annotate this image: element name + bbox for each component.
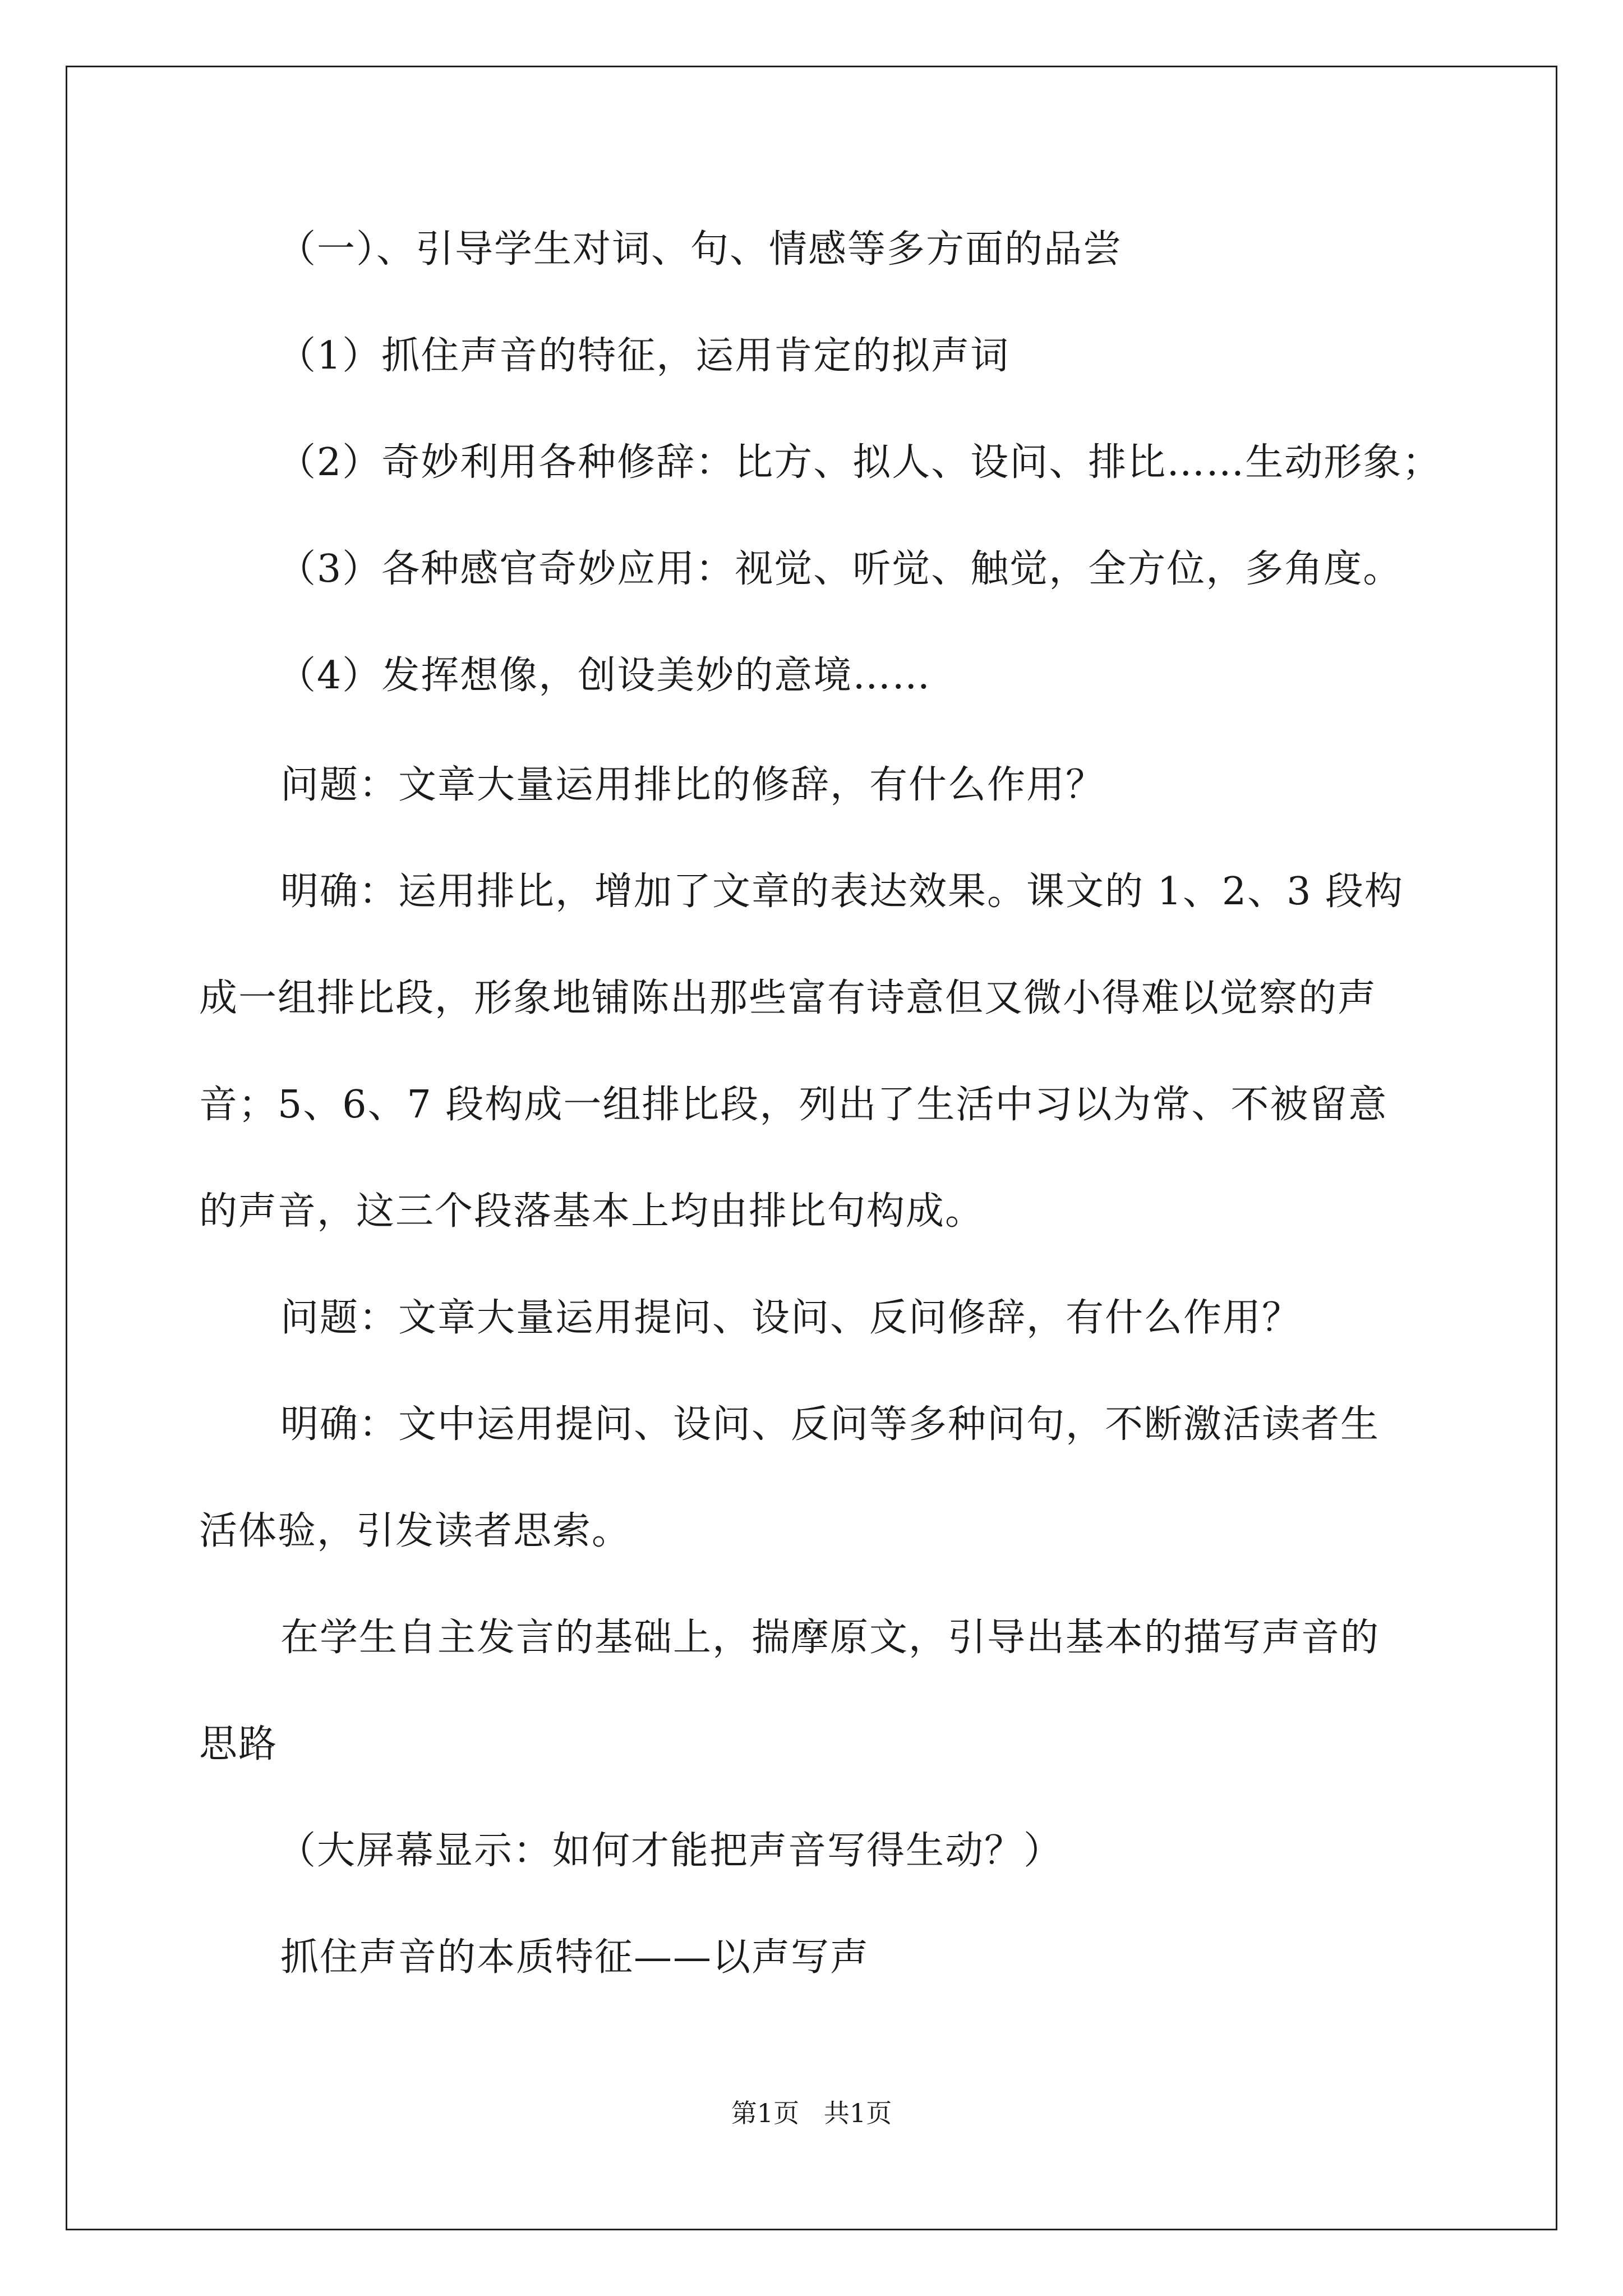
answer-line: 明确：文中运用提问、设问、反问等多种问句，不断激活读者生	[280, 1402, 1380, 1447]
paragraph-line: （大屏幕显示：如何才能把声音写得生动？）	[278, 1829, 1063, 1873]
list-item: （2）奇妙利用各种修辞：比方、拟人、设问、排比……生动形象；	[278, 440, 1442, 485]
list-item: （1）抓住声音的特征，运用肯定的拟声词	[278, 334, 1010, 378]
answer-line: 明确：运用排比，增加了文章的表达效果。课文的 1、2、3 段构	[280, 869, 1404, 914]
list-item: （3）各种感官奇妙应用：视觉、听觉、触觉，全方位，多角度。	[278, 547, 1403, 591]
list-item: （4）发挥想像，创设美妙的意境……	[278, 654, 932, 698]
question-line: 问题：文章大量运用提问、设问、反问修辞，有什么作用？	[280, 1296, 1302, 1340]
question-line: 问题：文章大量运用排比的修辞，有什么作用？	[280, 763, 1105, 807]
paragraph-line: 成一组排比段，形象地铺陈出那些富有诗意但又微小得难以觉察的声	[199, 976, 1377, 1020]
section-heading: （一）、引导学生对词、句、情感等多方面的品尝	[278, 227, 1123, 272]
paragraph-line: 活体验，引发读者思索。	[199, 1509, 631, 1553]
paragraph-line: 抓住声音的本质特征——以声写声	[280, 1935, 870, 1980]
paragraph-line: 的声音，这三个段落基本上均由排比句构成。	[199, 1189, 985, 1234]
page-footer: 第1页 共1页	[731, 2098, 892, 2128]
paragraph-line: 思路	[199, 1722, 278, 1766]
paragraph-line: 音；5、6、7 段构成一组排比段，列出了生活中习以为常、不被留意	[199, 1083, 1388, 1127]
paragraph-line: 在学生自主发言的基础上，揣摩原文，引导出基本的描写声音的	[280, 1616, 1380, 1660]
page-border	[66, 66, 1557, 2230]
